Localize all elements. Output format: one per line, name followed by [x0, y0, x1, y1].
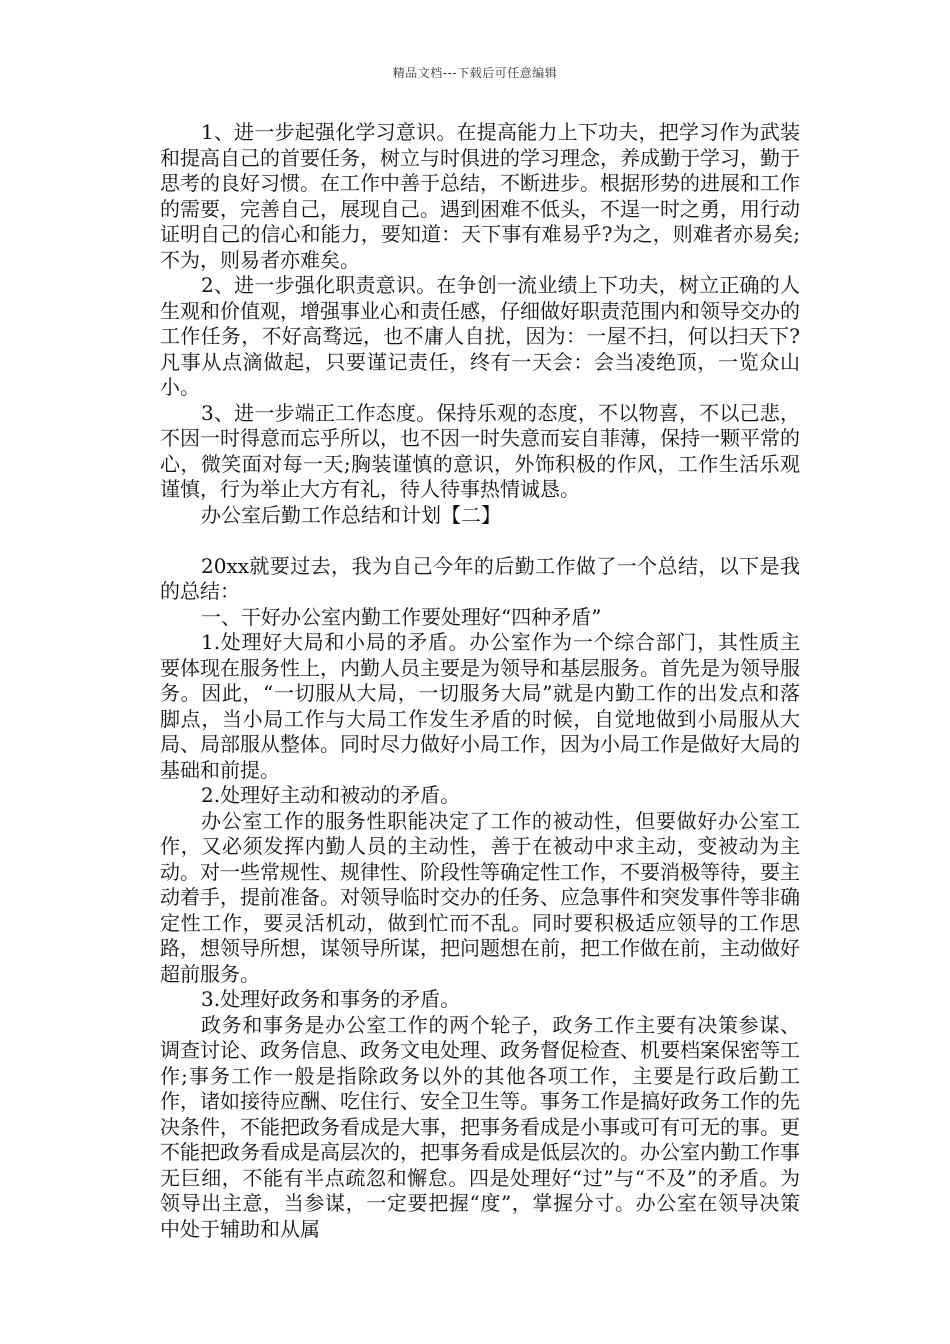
paragraph-government-affairs: 政务和事务是办公室工作的两个轮子，政务工作主要有决策参谋、调查讨论、政务信息、政务文电处理、政务督促检查、机要档案保密等工作;事务工作一般是指除政务以外的其他各项工作，主要是行政后勤工作，诸如接待应酬、吃住行、安全卫生等。事务工作是搞好政务工作的先决条件，不能把政务看成是大事，把事务看成是小事或可有可无的事。更不能把政务看成是高层次的，把事务看成是低层次的。办公室内勤工作事无巨细，不能有半点疏忽和懈怠。四是处理好“过”与“不及”的矛盾。为领导出主意，当参谋，一定要把握“度”，掌握分寸。办公室在领导决策中处于辅助和从属 [160, 1012, 800, 1241]
item-heading-government-affairs: 3.处理好政务和事务的矛盾。 [201, 987, 461, 1011]
subsection-heading: 一、干好办公室内勤工作要处理好“四种矛盾” [201, 604, 602, 629]
section-title: 办公室后勤工作总结和计划【二】 [201, 502, 501, 527]
paragraph-big-small-picture: 1.处理好大局和小局的矛盾。办公室作为一个综合部门，其性质主要体现在服务性上，内勤人员主要是为领导和基层服务。首先是为领导服务。因此，“一切服从大局，一切服务大局”就是内勤工作的出发点和落脚点，当小局工作与大局工作发生矛盾的时候，自觉地做到小局服从大局、局部服从整体。同时尽力做好小局工作，因为小局工作是做好大局的基础和前提。 [160, 630, 800, 782]
paragraph-intro: 20xx就要过去，我为自己今年的后勤工作做了一个总结，以下是我的总结： [160, 553, 800, 603]
paragraph-responsibility-awareness: 2、进一步强化职责意识。在争创一流业绩上下功夫，树立正确的人生观和价值观，增强事业心和责任感，仔细做好职责范围内和领导交办的工作任务，不好高骛远，也不庸人自扰，因为：一屋不扫，何以扫天下?凡事从点滴做起，只要谨记责任，终有一天会：会当凌绝顶，一览众山小。 [160, 273, 800, 399]
paragraph-active-passive: 办公室工作的服务性职能决定了工作的被动性，但要做好办公室工作，又必须发挥内勤人员的主动性，善于在被动中求主动，变被动为主动。对一些常规性、规律性、阶段性等确定性工作，不要消极等待，要主动着手，提前准备。对领导临时交办的任务、应急事件和突发事件等非确定性工作，要灵活机动，做到忙而不乱。同时要积极适应领导的工作思路，想领导所想，谋领导所谋，把问题想在前，把工作做在前，主动做好超前服务。 [160, 808, 800, 986]
paragraph-study-awareness: 1、进一步起强化学习意识。在提高能力上下功夫，把学习作为武装和提高自己的首要任务，树立与时俱进的学习理念，养成勤于学习，勤于思考的良好习惯。在工作中善于总结，不断进步。根据形势的进展和工作的需要，完善自己，展现自己。遇到困难不低头，不逞一时之勇，用行动证明自己的信心和能力，要知道：天下事有难易乎?为之，则难者亦易矣;不为，则易者亦难矣。 [160, 120, 800, 272]
blank-line [160, 528, 800, 554]
document-body [160, 120, 800, 1242]
item-heading-active-passive: 2.处理好主动和被动的矛盾。 [201, 783, 461, 807]
paragraph-work-attitude: 3、进一步端正工作态度。保持乐观的态度，不以物喜，不以己悲，不因一时得意而忘乎所以，也不因一时失意而妄自菲薄，保持一颗平常的心，微笑面对每一天;胸装谨慎的意识，外饰积极的作风，工作生活乐观谨慎，行为举止大方有礼，待人待事热情诚恳。 [160, 400, 800, 501]
page-header: 精品文档---下载后可任意编辑 [392, 66, 558, 80]
